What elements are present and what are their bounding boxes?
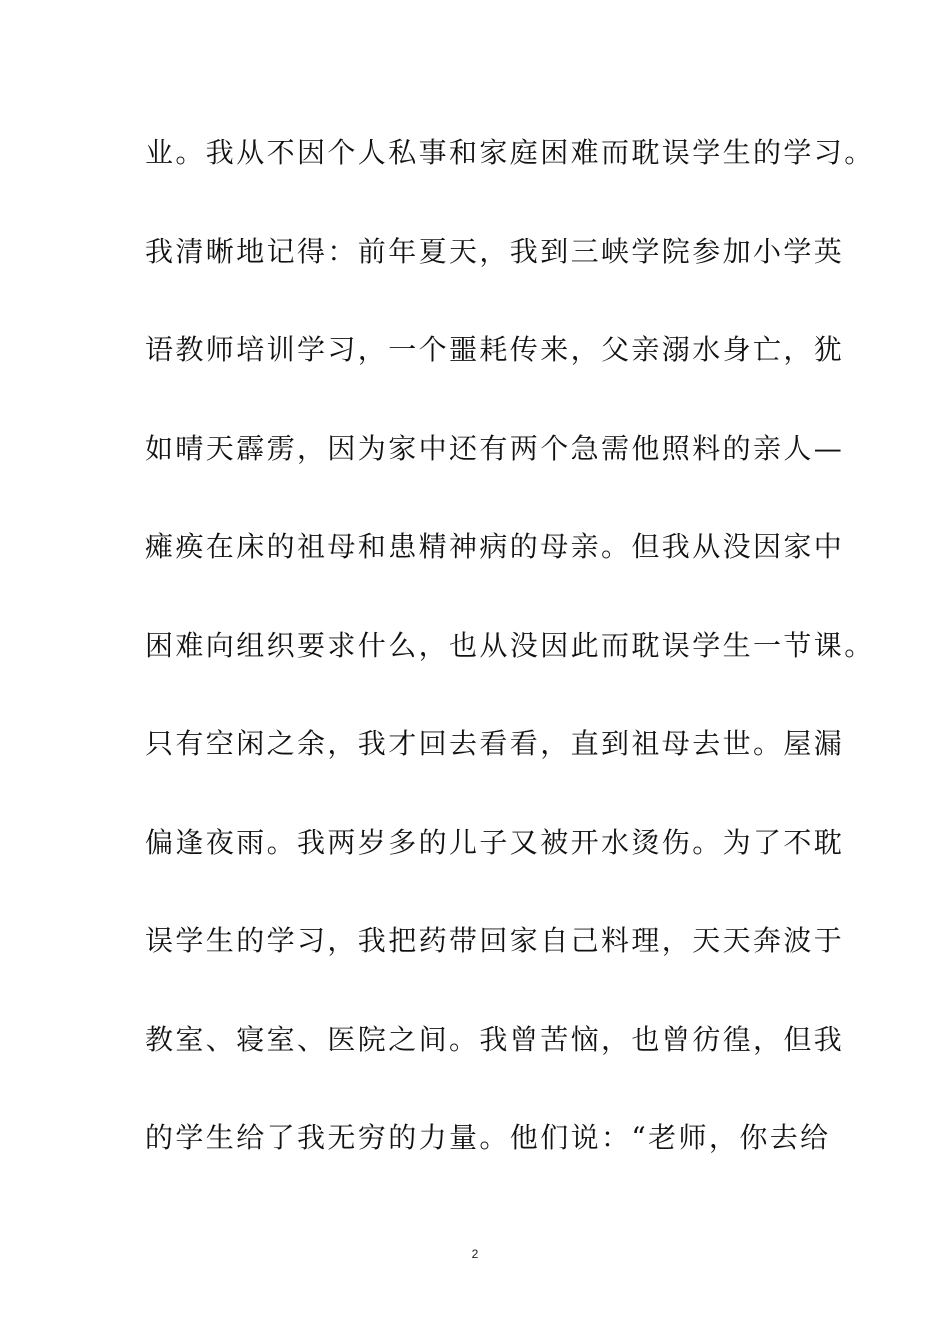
text-line: 语教师培训学习，一个噩耗传来，父亲溺水身亡，犹 <box>145 333 845 366</box>
text-line: 如晴天霹雳，因为家中还有两个急需他照料的亲人— <box>145 431 845 465</box>
text-line: 只有空闲之余，我才回去看看，直到祖母去世。屋漏 <box>145 727 845 760</box>
text-line: 偏逢夜雨。我两岁多的儿子又被开水烫伤。为了不耽 <box>145 825 845 859</box>
page-number: 2 <box>471 1247 479 1261</box>
text-line: 业。我从不因个人私事和家庭困难而耽误学生的学习。 <box>145 136 875 169</box>
text-line: 误学生的学习，我把药带回家自己料理，天天奔波于 <box>145 924 845 957</box>
text-line: 困难向组织要求什么，也从没因此而耽误学生一节课。 <box>145 628 875 662</box>
text-line: 瘫痪在床的祖母和患精神病的母亲。但我从没因家中 <box>145 530 845 563</box>
text-line: 我清晰地记得：前年夏天，我到三峡学院参加小学英 <box>145 234 845 268</box>
text-line: 的学生给了我无穷的力量。他们说：“老师，你去给 <box>145 1121 831 1154</box>
text-line: 教室、寝室、医院之间。我曾苦恼，也曾彷徨，但我 <box>145 1022 845 1056</box>
body-text <box>145 128 875 1212</box>
